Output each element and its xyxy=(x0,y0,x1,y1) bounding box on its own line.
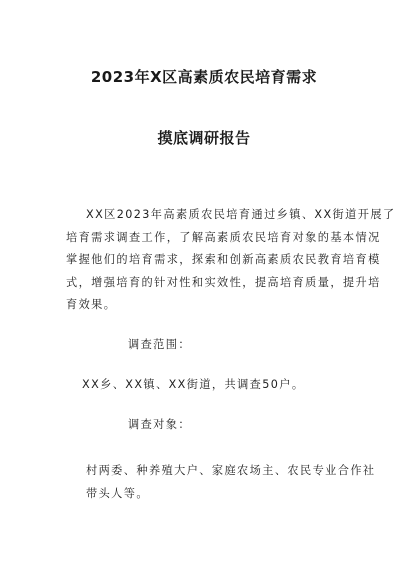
intro-line-3: 掌握他们的培育需求，探索和创新高素质农民教育培育模 xyxy=(66,253,381,266)
document-title-line-1: 2023年X区高素质农民培育需求 xyxy=(90,68,318,86)
target-paragraph xyxy=(82,460,382,505)
scope-text: XX乡、XX镇、XX街道，共调查50户。 xyxy=(82,378,305,391)
target-line-2: 带头人等。 xyxy=(86,486,149,500)
intro-line-2: 培育需求调查工作，了解高素质农民培育对象的基本情况 xyxy=(66,230,381,244)
scope-label: 调查范围： xyxy=(128,338,191,351)
intro-line-4: 式，增强培育的针对性和实效性，提高培育质量，提升培 xyxy=(66,275,381,289)
document-title-line-2: 摸底调研报告 xyxy=(157,129,251,147)
intro-paragraph xyxy=(66,204,396,317)
intro-line-1: XX区2023年高素质农民培育通过乡镇、XX街道开展了 xyxy=(86,208,396,221)
target-line-1: 村两委、种养殖大户、家庭农场主、农民专业合作社 xyxy=(86,464,376,477)
intro-line-5: 育效果。 xyxy=(66,298,117,311)
target-label: 调查对象： xyxy=(128,418,191,431)
